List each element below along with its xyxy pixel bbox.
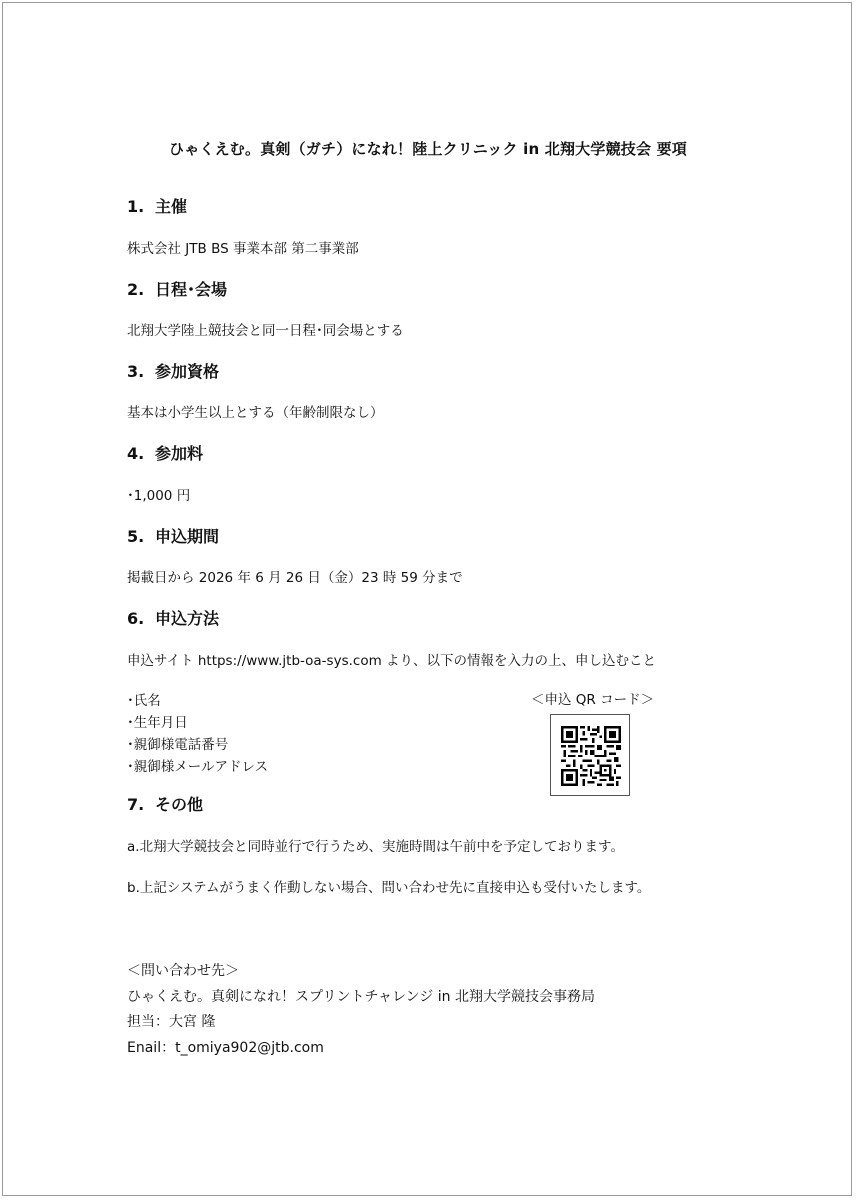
other-note-a: a.北翔大学競技会と同時並行で行うため、実施時間は午前中を予定しております。	[127, 839, 624, 855]
section-4-heading	[127, 441, 203, 464]
section-number: 5.	[127, 527, 145, 546]
section-number: 1.	[127, 197, 145, 216]
list-item: ･親御様電話番号	[127, 737, 229, 753]
qr-code-icon	[561, 726, 621, 786]
section-6-text: 申込サイト https://www.jtb-oa-sys.com より、以下の情報を入力の上、申し込むこと	[127, 653, 657, 669]
other-note-b: b.上記システムがうまく作動しない場合、問い合わせ先に直接申込も受付いたします。	[127, 880, 651, 896]
section-3-text: 基本は小学生以上とする（年齢制限なし）	[127, 405, 384, 421]
section-1-text: 株式会社 JTB BS 事業本部 第二事業部	[127, 241, 359, 257]
qr-code-label: ＜申込 QR コード＞	[531, 692, 655, 708]
section-title: 参加資格	[155, 362, 220, 381]
section-number: 7.	[127, 795, 145, 814]
section-title: その他	[155, 795, 204, 814]
section-number: 6.	[127, 609, 145, 628]
contact-office: ひゃくえむ。真剣になれ！スプリントチャレンジ in 北翔大学競技会事務局	[127, 989, 595, 1005]
section-number: 2.	[127, 280, 145, 299]
section-number: 3.	[127, 362, 145, 381]
section-2-text: 北翔大学陸上競技会と同一日程･同会場とする	[127, 323, 404, 339]
contact-label: ＜問い合わせ先＞	[127, 963, 239, 979]
section-title: 申込期間	[155, 527, 220, 546]
section-title: 申込方法	[155, 609, 220, 628]
section-title: 日程･会場	[155, 280, 228, 299]
document-title: ひゃくえむ。真剣（ガチ）になれ！陸上クリニック in 北翔大学競技会 要項	[169, 140, 687, 158]
qr-code-frame[interactable]	[550, 714, 630, 796]
section-2-heading	[127, 277, 227, 300]
section-5-heading	[127, 524, 219, 547]
section-title: 参加料	[155, 444, 204, 463]
section-number: 4.	[127, 444, 145, 463]
contact-person: 担当：大宮 隆	[127, 1014, 216, 1030]
list-item: ･親御様メールアドレス	[127, 759, 269, 775]
section-1-heading	[127, 194, 187, 217]
list-item: ･氏名	[127, 693, 161, 709]
list-item: ･生年月日	[127, 715, 188, 731]
section-3-heading	[127, 359, 219, 382]
section-7-heading	[127, 792, 203, 815]
section-title: 主催	[155, 197, 188, 216]
section-4-text: ･1,000 円	[127, 488, 191, 504]
section-6-heading	[127, 606, 219, 629]
section-5-text: 掲載日から 2026 年 6 月 26 日（金）23 時 59 分まで	[127, 570, 463, 586]
contact-email[interactable]: Enail：t_omiya902@jtb.com	[127, 1040, 324, 1056]
